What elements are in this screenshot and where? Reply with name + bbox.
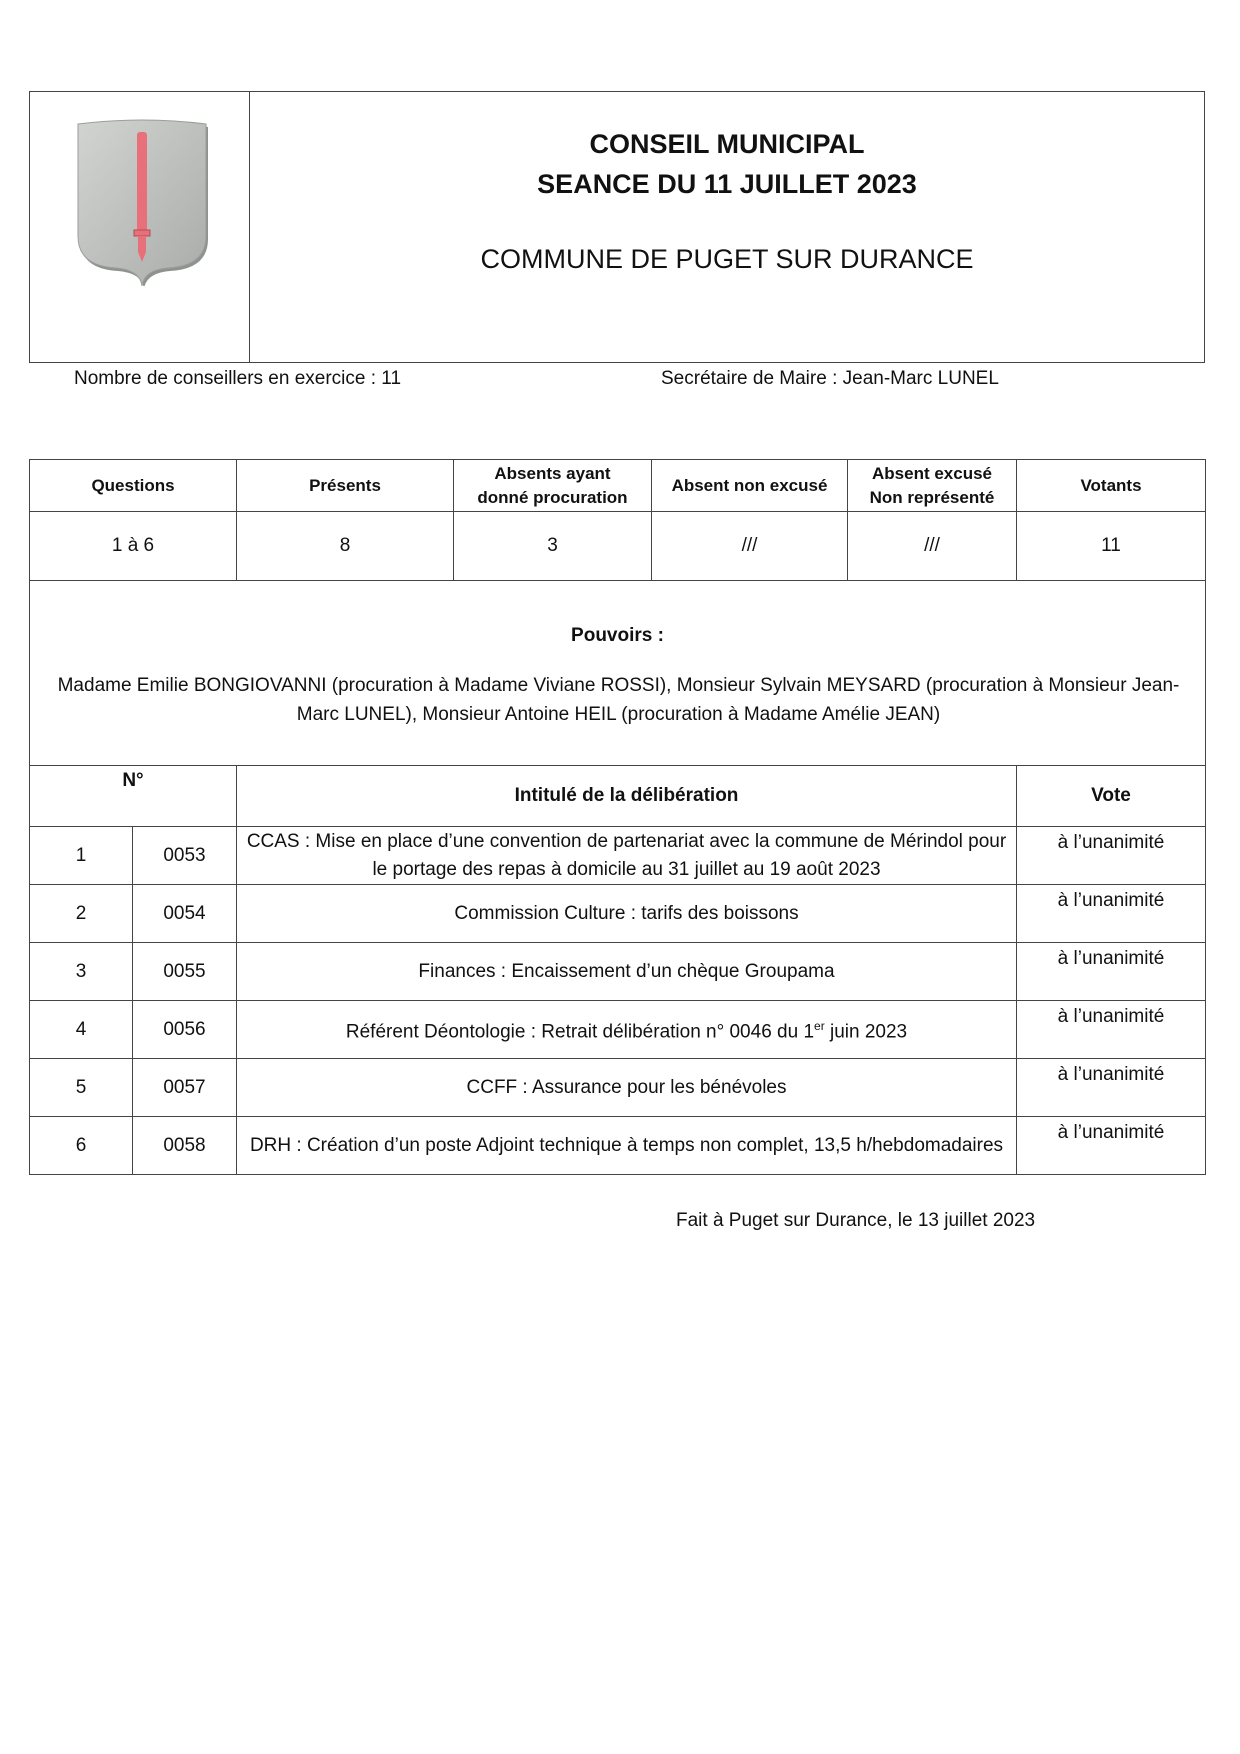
table-row: [30, 1059, 1206, 1117]
row-vote: à l’unanimité: [1017, 1001, 1206, 1059]
row-code: 0056: [133, 1001, 237, 1059]
row-code: 0053: [133, 827, 237, 885]
row-title: [237, 1001, 1017, 1059]
header-box: [29, 91, 1205, 363]
value-absent-non-excuse: ///: [652, 512, 848, 581]
value-questions: 1 à 6: [30, 512, 237, 581]
logo-cell: [30, 92, 250, 362]
header-absents-line1: Absents ayant: [494, 463, 611, 483]
value-votants: 11: [1017, 512, 1206, 581]
header-excuse-line1: Absent excusé: [872, 463, 992, 483]
deliberation-table: [29, 459, 1206, 1175]
header-questions: Questions: [30, 460, 237, 512]
pouvoirs-text: Madame Emilie BONGIOVANNI (procuration à Madame Viviane ROSSI), Monsieur Sylvain MEYSARD (procuration à Monsieur Jean-Marc LUNEL), Monsieur Antoine HEIL (procuration à Madame Amélie JEAN): [57, 675, 1180, 725]
row-vote: à l’unanimité: [1017, 827, 1206, 885]
council-title: CONSEIL MUNICIPAL: [589, 129, 865, 159]
header-excuse-line2: Non représenté: [869, 487, 995, 507]
row-number: 4: [30, 1001, 133, 1059]
table-row: [30, 827, 1206, 885]
row-vote: à l’unanimité: [1017, 1117, 1206, 1175]
row-code: 0055: [133, 943, 237, 1001]
row-title-superscript: er: [814, 1019, 825, 1034]
attendance-header-row: [30, 460, 1206, 512]
header-vote: Vote: [1017, 766, 1206, 827]
signature-place-date: Fait à Puget sur Durance, le 13 juillet 2023: [676, 1210, 1036, 1231]
header-absent-non-excuse: Absent non excusé: [652, 460, 848, 512]
row-number: 2: [30, 885, 133, 943]
header-votants: Votants: [1017, 460, 1206, 512]
header-absents-line2: donné procuration: [477, 487, 628, 507]
pouvoirs-title: Pouvoirs :: [571, 625, 664, 646]
header-intitule: Intitulé de la délibération: [237, 766, 1017, 827]
row-code: 0057: [133, 1059, 237, 1117]
row-title: Commission Culture : tarifs des boissons: [237, 885, 1017, 943]
attendance-values-row: [30, 512, 1206, 581]
commune-name: COMMUNE DE PUGET SUR DURANCE: [480, 244, 974, 274]
value-absent-excuse: ///: [848, 512, 1017, 581]
row-title-text: Référent Déontologie : Retrait délibération n° 0046 du 1: [345, 1021, 815, 1043]
header-presents: Présents: [237, 460, 454, 512]
value-presents: 8: [237, 512, 454, 581]
row-vote: à l’unanimité: [1017, 943, 1206, 1001]
secretaire: Secrétaire de Maire : Jean-Marc LUNEL: [661, 368, 999, 389]
table-row: [30, 1001, 1206, 1059]
header-number: N°: [30, 766, 237, 827]
row-vote: à l’unanimité: [1017, 1059, 1206, 1117]
row-title: CCAS : Mise en place d’une convention de partenariat avec la commune de Mérindol pour le portage des repas à domicile au 31 juillet au 19 août 2023: [237, 827, 1017, 885]
value-absents-procuration: 3: [454, 512, 652, 581]
deliberation-header-row: [30, 766, 1206, 827]
row-title-text-end: juin 2023: [824, 1021, 908, 1043]
row-code: 0058: [133, 1117, 237, 1175]
header-absent-excuse: [848, 460, 1017, 512]
row-title: DRH : Création d’un poste Adjoint technique à temps non complet, 13,5 h/hebdomadaires: [237, 1117, 1017, 1175]
row-vote: à l’unanimité: [1017, 885, 1206, 943]
row-title: Finances : Encaissement d’un chèque Groupama: [237, 943, 1017, 1001]
row-number: 6: [30, 1117, 133, 1175]
session-date: SEANCE DU 11 JUILLET 2023: [537, 169, 917, 199]
pouvoirs-row: [30, 581, 1206, 766]
conseillers-count: Nombre de conseillers en exercice : 11: [74, 368, 402, 389]
title-cell: [250, 92, 1204, 362]
row-title: CCFF : Assurance pour les bénévoles: [237, 1059, 1017, 1117]
header-absents-procuration: [454, 460, 652, 512]
coat-of-arms-icon: [72, 116, 212, 286]
row-number: 1: [30, 827, 133, 885]
row-number: 3: [30, 943, 133, 1001]
pouvoirs-cell: [30, 581, 1206, 766]
table-row: [30, 885, 1206, 943]
table-row: [30, 1117, 1206, 1175]
row-code: 0054: [133, 885, 237, 943]
table-row: [30, 943, 1206, 1001]
row-number: 5: [30, 1059, 133, 1117]
